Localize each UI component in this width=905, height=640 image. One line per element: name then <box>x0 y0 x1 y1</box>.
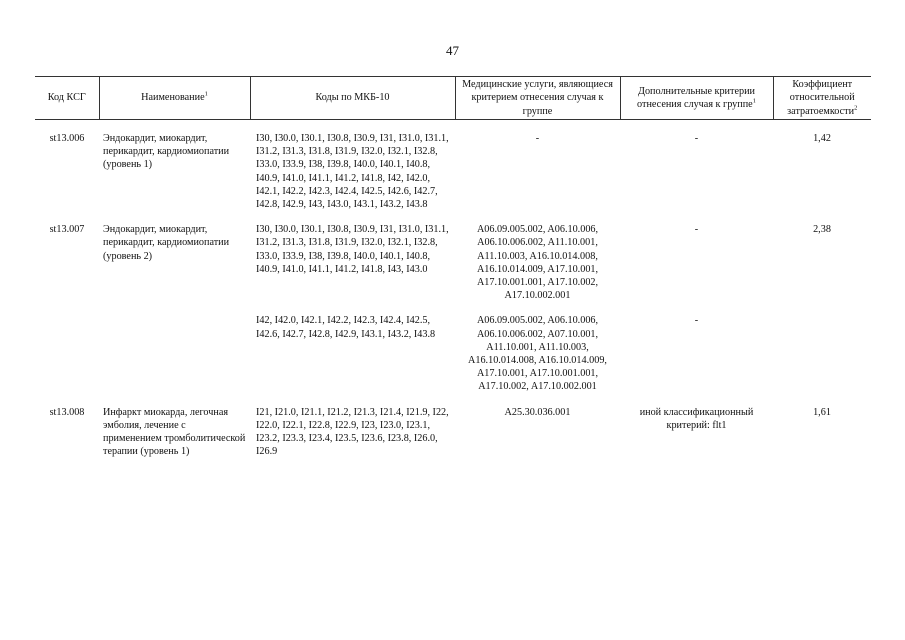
cost-coefficient <box>773 314 871 405</box>
mkb-codes: I42, I42.0, I42.1, I42.2, I42.3, I42.4, I42.5, I42.6, I42.7, I42.8, I42.9, I43.1, I43.2, I43.8 <box>256 315 436 340</box>
ksg-code <box>35 314 99 405</box>
additional-criteria: - <box>694 133 699 144</box>
ksg-name <box>99 314 250 405</box>
cost-coefficient: 1,61 <box>813 406 831 418</box>
ksg-code: st13.006 <box>49 133 85 144</box>
medical-services: - <box>535 133 540 144</box>
ksg-code: st13.007 <box>49 224 85 236</box>
medical-services: A06.09.005.002, A06.10.006, A06.10.006.002, A07.10.001, A11.10.001, A11.10.003, A16.10.014.008, A16.10.014.009, A17.10.001, A17.10.001.001, A17.10.002, A17.10.002.001 <box>468 315 607 393</box>
additional-criteria: - <box>694 224 699 236</box>
ksg-name: Эндокардит, миокардит, перикардит, кардиомиопатии (уровень 2) <box>103 224 230 262</box>
header-coef: Коэффициент относительной затратоемкости$^2$ <box>773 77 871 120</box>
header-services: Медицинские услуги, являющиеся критерием отнесения случая к группе <box>455 77 620 120</box>
ksg-code: st13.008 <box>49 406 85 418</box>
medical-services: A06.09.005.002, A06.10.006, A06.10.006.002, A11.10.001, A11.10.003, A16.10.014.008, A16.10.014.009, A17.10.001, A17.10.001.001, A17.10.002, A17.10.002.001 <box>476 224 599 302</box>
cost-coefficient: 1,42 <box>813 133 831 144</box>
additional-criteria: - <box>694 315 699 327</box>
additional-criteria: иной классификационный критерий: flt1 <box>639 406 754 431</box>
table-row <box>35 223 871 314</box>
table-row <box>35 406 871 471</box>
header-code: Код КСГ <box>35 77 99 120</box>
table-header <box>35 77 871 120</box>
mkb-codes: I21, I21.0, I21.1, I21.2, I21.3, I21.4, I21.9, I22, I22.0, I22.1, I22.8, I22.9, I23, I23.0, I23.1, I23.2, I23.3, I23.4, I23.5, I23.6, I23.8, I26.0, I26.9 <box>256 406 449 458</box>
table-row <box>35 132 871 223</box>
ksg-table <box>35 76 871 470</box>
cost-coefficient: 2,38 <box>813 224 831 236</box>
header-name: Наименование$^1$ <box>99 77 250 120</box>
header-mkb: Коды по МКБ-10 <box>250 77 455 120</box>
medical-services: A25.30.036.001 <box>504 406 571 418</box>
table-row <box>35 314 871 405</box>
header-criteria: Дополнительные критерии отнесения случая к группе$^1$ <box>620 77 773 120</box>
ksg-name: Инфаркт миокарда, легочная эмболия, лечение с применением тромболитической терапии (уровень 1) <box>103 406 246 458</box>
page-number: 47 <box>446 43 459 58</box>
ksg-name: Эндокардит, миокардит, перикардит, кардиомиопатии (уровень 1) <box>103 133 230 171</box>
mkb-codes: I30, I30.0, I30.1, I30.8, I30.9, I31, I31.0, I31.1, I31.2, I31.3, I31.8, I31.9, I32.0, I32.1, I32.8, I33.0, I33.9, I38, I39.8, I40.0, I40.1, I40.8, I40.9, I41.0, I41.1, I41.2, I41.8, I42, I42.0, I42.1, I42.2, I42.3, I42.4, I42.5, I42.6, I42.7, I42.8, I42.9, I43, I43.0, I43.1, I43.2, I43.8 <box>256 133 449 211</box>
mkb-codes: I30, I30.0, I30.1, I30.8, I30.9, I31, I31.0, I31.1, I31.2, I31.3, I31.8, I31.9, I32.0, I32.1, I32.8, I33.0, I33.9, I38, I39.8, I40.0, I40.1, I40.8, I40.9, I41.0, I41.1, I41.2, I41.8, I43, I43.0 <box>256 224 449 275</box>
